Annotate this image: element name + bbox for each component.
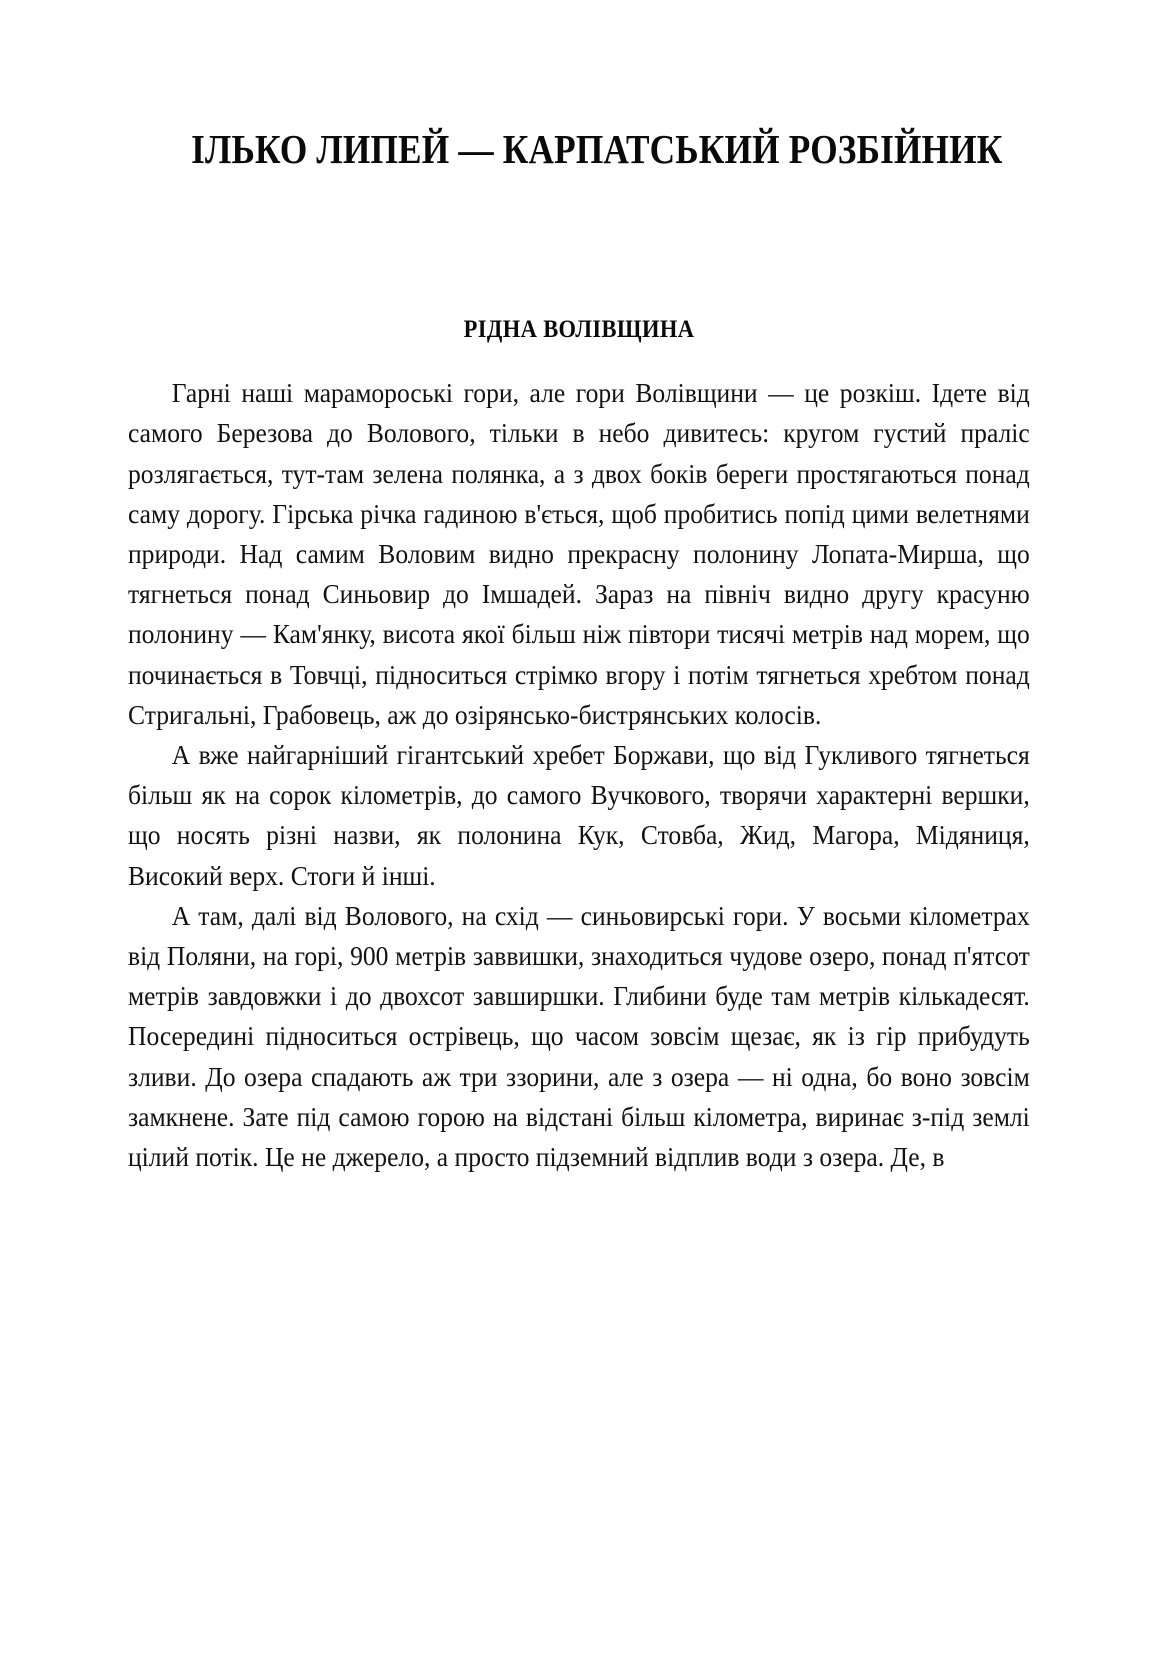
paragraph: А там, далі від Волового, на схід — синьовирські гори. У восьми кілометрах від Поляни, на горі, 900 метрів заввишки, знаходиться чудове озеро, понад п'ятсот метрів завдовжки і до двохсот завширшки. Глибини буде там метрів кількадесят. Посередині підноситься острівець, що часом зовсім щезає, як із гір прибудуть зливи. До озера спадають аж три ззорини, але з озера — ні одна, бо воно зовсім замкнене. Зате під самою горою на відстані більш кілометра, виринає з-під землі цілий потік. Це не джерело, а просто підземний відплив води з озера. Де, в — [128, 899, 1030, 1172]
body-text-block — [128, 344, 1030, 1177]
paragraph: А вже найгарніший гігантський хребет Боржави, що від Гукливого тягнеться більш як на сорок кілометрів, до самого Вучкового, творячи характерні вершки, що носять різні назви, як полонина Кук, Стовба, Жид, Магора, Мідяниця, Високий верх. Стоги й інші. — [128, 738, 1030, 891]
paragraph: Гарні наші марамороські гори, але гори Волівщини — це розкіш. Ідете від самого Березова до Волового, тільки в небо дивитесь: кругом густий праліс розлягається, тут-там зелена полянка, а з двох боків береги простягаються понад саму дорогу. Гірська річка гадиною в'ється, щоб пробитись попід цими велетнями природи. Над самим Воловим видно прекрасну полонину Лопата-Мирша, що тягнеться понад Синьовир до Імшадей. Зараз на північ видно другу красуню полонину — Кам'янку, висота якої більш ніж півтори тисячі метрів над морем, що починається в Товчці, підноситься стрімко вгору і потім тягнеться хребтом понад Стригальні, Грабовець, аж до озірянсько-бистрянських колосів. — [128, 377, 1030, 730]
chapter-title: ІЛЬКО ЛИПЕЙ — КАРПАТСЬКИЙ РОЗБІЙНИК — [191, 126, 1003, 172]
page-content-column — [128, 0, 1030, 1177]
section-title: РІДНА ВОЛІВЩИНА — [463, 316, 695, 344]
